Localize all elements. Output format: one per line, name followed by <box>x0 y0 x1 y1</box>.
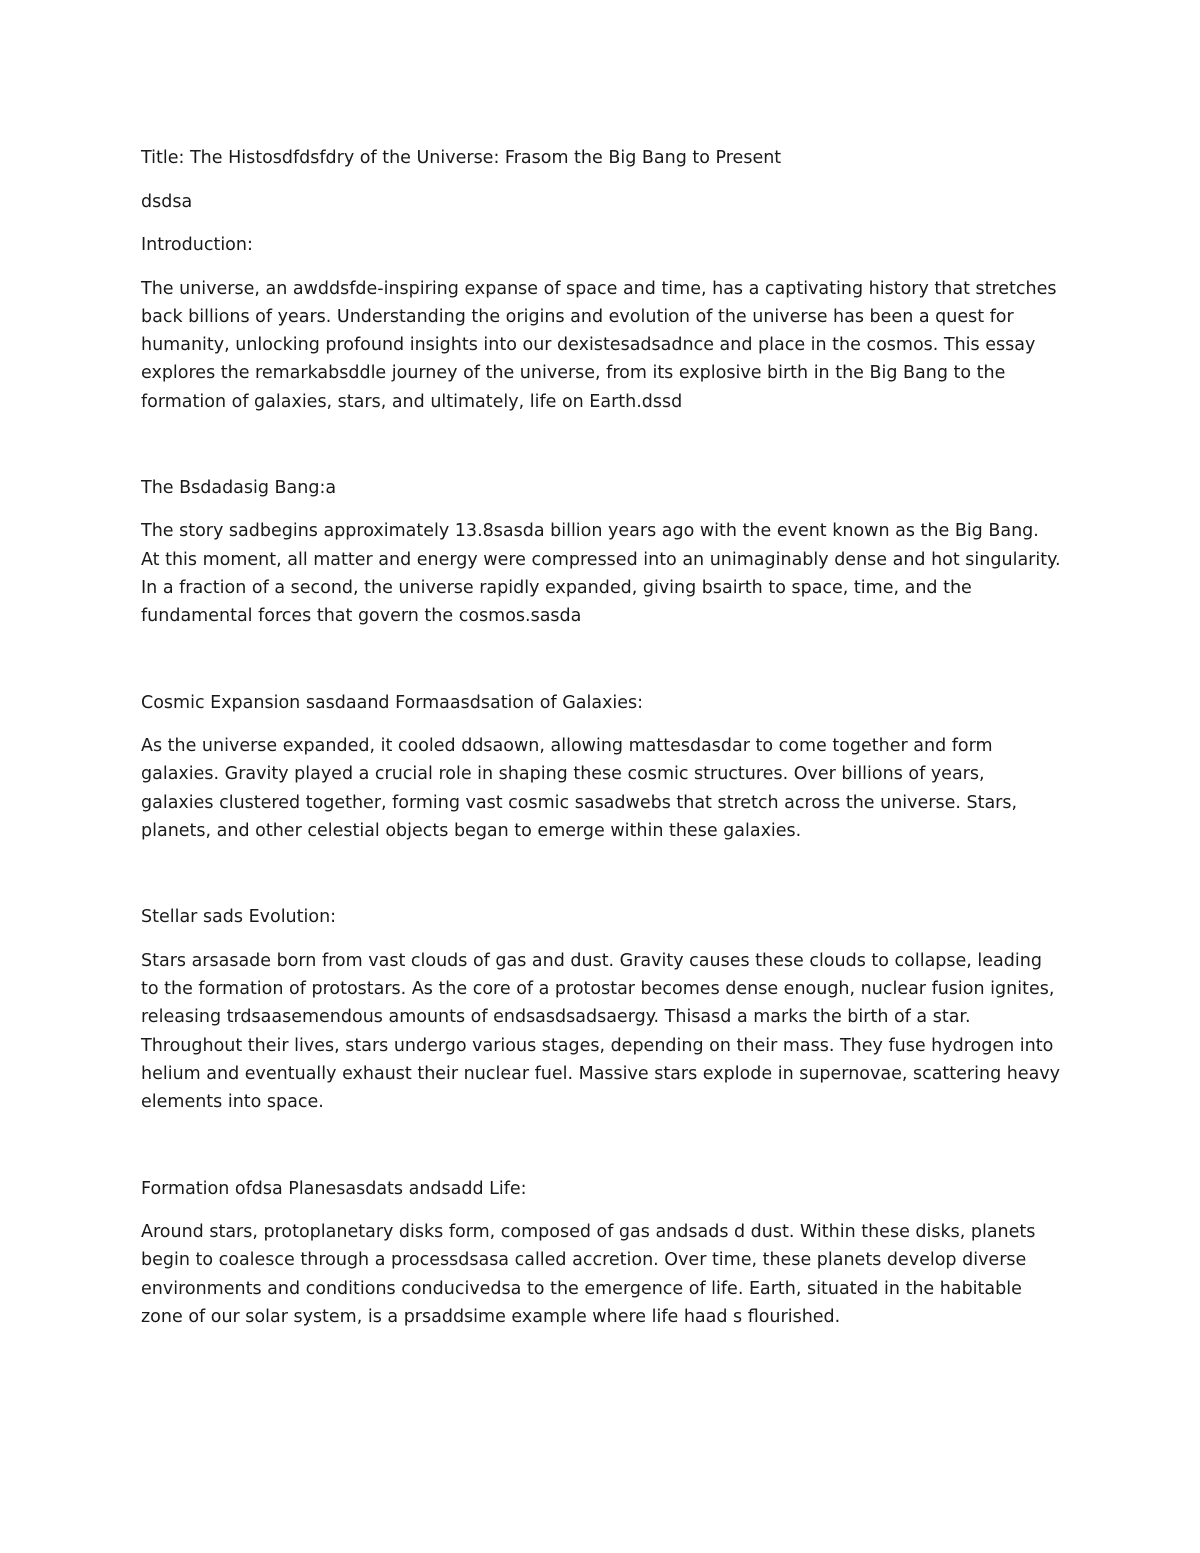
section-paragraph-cosmic-expansion: As the universe expanded, it cooled ddsaown, allowing mattesdasdar to come together and form galaxies. Gravity played a crucial role in shaping these cosmic structures. Over billions of years, galaxies clustered together, forming vast cosmic sasadwebs that stretch across the universe. Stars, planets, and other celestial objects began to emerge within these galaxies. <box>141 736 1018 842</box>
section-heading-cosmic-expansion: Cosmic Expansion sasdaand Formaasdsation of Galaxies: <box>141 692 644 713</box>
document-title: Title: The Histosdfdsfdry of the Universe: Frasom the Big Bang to Present <box>141 148 782 168</box>
section-paragraph-introduction: The universe, an awddsfde-inspiring expanse of space and time, has a captivating history that stretches back billions of years. Understanding the origins and evolution of the universe has been a quest for humanity, unlocking profound insights into our dexistesadsadnce and place in the cosmos. This essay explores the remarkabsddle journey of the universe, from its explosive birth in the Big Bang to the formation of galaxies, stars, and ultimately, life on Earth.dssd <box>141 278 1057 412</box>
section-paragraph-stellar-evolution: Stars arsasade born from vast clouds of gas and dust. Gravity causes these clouds to collapse, leading to the formation of protostars. As the core of a protostar becomes dense enough, nuclear fusion ignites, releasing trdsaasemendous amounts of endsasdsadsaergy. Thisasd a marks the birth of a star. Throughout their lives, stars undergo various stages, depending on their mass. They fuse hydrogen into helium and eventually exhaust their nuclear fuel. Massive stars explode in supernovae, scattering heavy elements into space. <box>141 950 1061 1113</box>
section-heading-stellar-evolution: Stellar sads Evolution: <box>141 907 337 928</box>
section-paragraph-big-bang: The story sadbegins approximately 13.8sasda billion years ago with the event known as the Big Bang. At this moment, all matter and energy were compressed into an unimaginably dense and hot singularity. In a fraction of a second, the universe rapidly expanded, giving bsairth to space, time, and the fundamental forces that govern the cosmos.sasda <box>141 521 1061 627</box>
section-paragraph-planets-and-life: Around stars, protoplanetary disks form, composed of gas andsads d dust. Within these disks, planets begin to coalesce through a processdsasa called accretion. Over time, these planets develop diverse environments and conditions conducivedsa to the emergence of life. Earth, situated in the habitable zone of our solar system, is a prsaddsime example where life haad s flourished. <box>141 1222 1036 1328</box>
section-heading-introduction: Introduction: <box>141 235 253 255</box>
document-body <box>141 144 1061 1331</box>
section-heading-big-bang: The Bsdadasig Bang:a <box>141 477 337 498</box>
document-subtitle: dsdsa <box>141 191 193 212</box>
section-heading-planets-and-life: Formation ofdsa Planesasdats andsadd Life: <box>141 1178 527 1199</box>
